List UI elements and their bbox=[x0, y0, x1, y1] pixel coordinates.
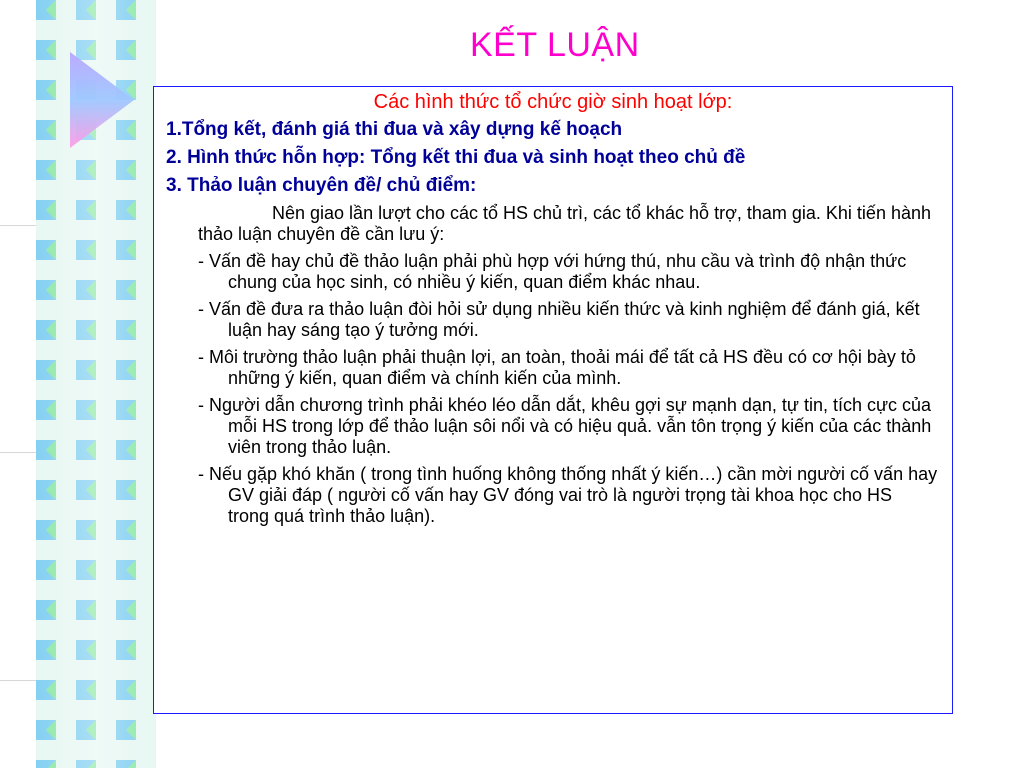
intro-paragraph: Nên giao lần lượt cho các tổ HS chủ trì, các tổ khác hỗ trợ, tham gia. Khi tiến hành thảo luận chuyên đề cần lưu ý: bbox=[198, 203, 931, 244]
subtitle: Các hình thức tổ chức giờ sinh hoạt lớp: bbox=[373, 91, 733, 113]
heading-1: 1.Tổng kết, đánh giá thi đua và xây dựng kế hoạch bbox=[166, 119, 623, 140]
bullet-item: - Môi trường thảo luận phải thuận lợi, an toàn, thoải mái để tất cả HS đều có cơ hội bày tỏ những ý kiến, quan điểm và chính kiến của mình. bbox=[198, 347, 916, 388]
heading-3: 3. Thảo luận chuyên đề/ chủ điểm: bbox=[166, 175, 477, 196]
bullet-item: - Người dẫn chương trình phải khéo léo dẫn dắt, khêu gợi sự mạnh dạn, tự tin, tích cực của mỗi HS trong lớp để thảo luận sôi nổi và có hiệu quả. vẫn tôn trọng ý kiến của các thành viên trong thảo luận. bbox=[198, 395, 932, 457]
decorative-line bbox=[0, 452, 36, 453]
body-text bbox=[198, 203, 938, 533]
decorative-line bbox=[0, 680, 36, 681]
bullet-item: - Nếu gặp khó khăn ( trong tình huống không thống nhất ý kiến…) cần mời người cố vấn hay GV giải đáp ( người cố vấn hay GV đóng vai trò là người trọng tài khoa học cho HS trong quá trình thảo luận). bbox=[198, 464, 938, 526]
slide-title: KẾT LUẬN bbox=[470, 26, 640, 64]
bullet-item: - Vấn đề hay chủ đề thảo luận phải phù hợp với hứng thú, nhu cầu và trình độ nhận thức chung của học sinh, có nhiều ý kiến, quan điểm khác nhau. bbox=[198, 251, 907, 292]
decorative-line bbox=[0, 225, 36, 226]
bullet-item: - Vấn đề đưa ra thảo luận đòi hỏi sử dụng nhiều kiến thức và kinh nghiệm để đánh giá, kết luận hay sáng tạo ý tưởng mới. bbox=[198, 299, 920, 340]
content-panel bbox=[153, 86, 953, 714]
heading-2: 2. Hình thức hỗn hợp: Tổng kết thi đua và sinh hoạt theo chủ đề bbox=[166, 147, 746, 168]
